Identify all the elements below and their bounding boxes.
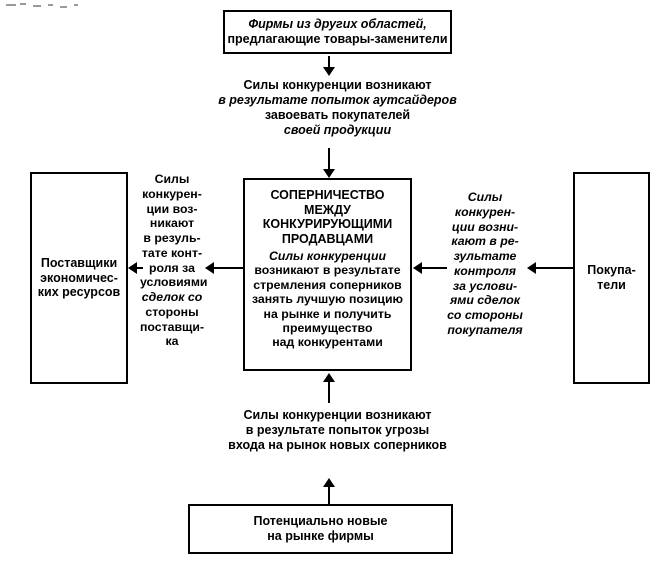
box-potential-new-entrants-line1: Потенциально новые (253, 514, 388, 529)
scan-speck (48, 4, 53, 6)
label-suppliers-force-line9: сделок со (141, 290, 203, 304)
box-rivalry-body-line6: преимущество (282, 320, 373, 335)
box-substitute-firms (223, 10, 452, 54)
label-suppliers-force-line4: никают (149, 216, 195, 231)
label-buyers-force-line6: контроля (453, 263, 517, 278)
box-potential-new-entrants (188, 504, 453, 554)
label-suppliers-force-line11: поставщи- (140, 319, 205, 334)
box-rivalry-title-line1: СОПЕРНИЧЕСТВО (270, 188, 385, 202)
label-buyers-force-line8: ями сделок (450, 293, 520, 308)
label-suppliers-force-line2: конкурен- (142, 186, 202, 201)
box-rivalry-title-line2: МЕЖДУ (304, 202, 351, 217)
box-rivalry-among-competitors (243, 178, 412, 371)
arrow-buyers-to-rivalry (527, 261, 573, 275)
box-rivalry-body-line3: стремления соперников (253, 277, 402, 292)
box-substitute-firms-line2: предлагающие товары-заменители (227, 32, 448, 46)
box-suppliers-line1: Поставщики (40, 255, 118, 270)
arrow-entrants-label-to-rivalry (322, 373, 336, 403)
label-entrants-force (200, 408, 475, 453)
label-buyers-force-line7: за услови- (452, 278, 518, 293)
label-buyers-force-line3: ции возни- (451, 219, 519, 234)
label-buyers-force-line5: зультате (453, 249, 517, 263)
label-suppliers-force-line6: тате конт- (141, 245, 203, 260)
label-substitutes-force (200, 78, 475, 138)
box-substitute-firms-line1: Фирмы из других областей, (248, 17, 427, 32)
label-substitutes-force-line1: Силы конкуренции возникают (243, 78, 432, 92)
label-suppliers-force-line7: роля за (149, 260, 195, 275)
label-buyers-force-line9: со стороны (447, 308, 523, 322)
label-suppliers-force-line12: ка (165, 334, 179, 349)
arrow-suppliers-label-to-rivalry (205, 261, 243, 275)
scan-speck (74, 4, 78, 6)
label-buyers-force-line1: Силы (467, 190, 503, 204)
label-substitutes-force-line3: завоевать покупателей (264, 108, 411, 122)
label-buyers-force-line10: покупателя (447, 322, 523, 337)
label-suppliers-force (140, 172, 208, 349)
label-buyers-force-line2: конкурен- (454, 204, 516, 219)
box-rivalry-body-line4: занять лучшую позицию (251, 292, 404, 307)
arrow-entrants-to-label (322, 478, 336, 504)
label-substitutes-force-line4: своей продукции (283, 123, 392, 137)
box-buyers-line1: Покупа- (587, 263, 636, 278)
scan-speck (6, 4, 16, 6)
label-suppliers-force-line8: условиями (140, 275, 208, 290)
box-rivalry-body (252, 249, 403, 350)
arrow-substitutes-label-to-rivalry (322, 148, 336, 178)
arrow-rivalry-to-suppliers (128, 261, 143, 275)
label-suppliers-force-line10: стороны (145, 304, 199, 319)
label-suppliers-force-line3: ции воз- (146, 201, 198, 216)
box-suppliers-line3: ких ресурсов (37, 285, 121, 300)
scan-speck (33, 5, 41, 7)
box-suppliers (30, 172, 128, 384)
scan-speck (60, 6, 67, 8)
box-rivalry-title-line3: КОНКУРИРУЮЩИМИ (262, 217, 393, 231)
label-entrants-force-line1: Силы конкуренции возникают (243, 408, 432, 422)
scan-speck (20, 3, 26, 5)
box-rivalry-title-line4: ПРОДАВЦАМИ (281, 231, 374, 246)
box-rivalry-body-line5: на рынке и получить (263, 306, 392, 321)
label-buyers-force-line4: кают в ре- (451, 234, 519, 249)
box-buyers (573, 172, 650, 384)
box-suppliers-line2: экономичес- (40, 270, 118, 285)
label-suppliers-force-line1: Силы (154, 172, 190, 186)
box-buyers-line2: тели (597, 278, 626, 292)
box-rivalry-body-line7: над конкурентами (272, 335, 383, 350)
label-buyers-force (447, 190, 523, 338)
label-entrants-force-line2: в результате попыток угрозы (245, 423, 430, 437)
box-rivalry-body-line2: возникают в результате (254, 263, 401, 278)
label-substitutes-force-line2: в результате попыток аутсайдеров (218, 93, 457, 107)
box-rivalry-body-line1: Силы конкуренции (268, 249, 387, 263)
box-potential-new-entrants-line2: на рынке фирмы (267, 529, 374, 543)
box-rivalry-title (263, 188, 392, 246)
label-suppliers-force-line5: в резуль- (143, 231, 201, 245)
label-entrants-force-line3: входа на рынок новых соперников (228, 438, 447, 452)
arrow-buyers-label-to-rivalry (413, 261, 447, 275)
arrow-substitutes-to-rivalry (322, 56, 336, 76)
